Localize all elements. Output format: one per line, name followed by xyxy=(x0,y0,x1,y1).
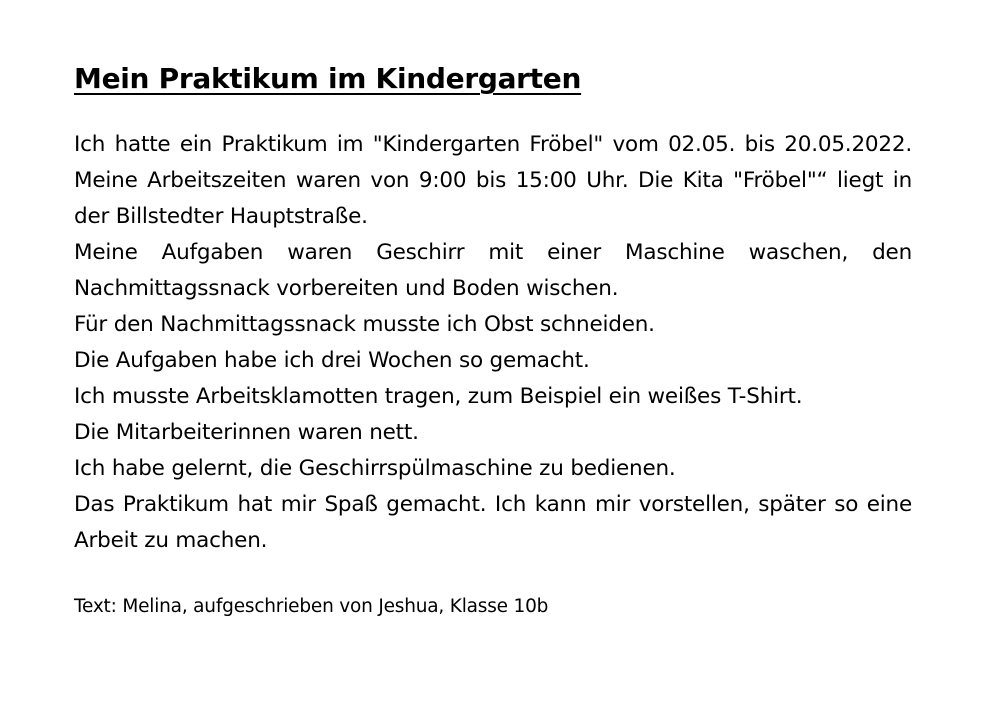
author-credit: Text: Melina, aufgeschrieben von Jeshua, Klasse 10b xyxy=(74,596,549,617)
paragraph-internship-details: Ich hatte ein Praktikum im "Kindergarten Fröbel" vom 02.05. bis 20.05.2022. Meine Arbeitszeiten waren von 9:00 bis 15:00 Uhr. Die Kita "Fröbel"“ liegt in der Billstedter Hauptstraße. xyxy=(74,132,912,229)
document-body xyxy=(74,127,912,559)
paragraph-clothing: Ich musste Arbeitsklamotten tragen, zum Beispiel ein weißes T-Shirt. xyxy=(74,384,803,409)
paragraph-snack: Für den Nachmittagssnack musste ich Obst schneiden. xyxy=(74,312,655,337)
paragraph-conclusion: Das Praktikum hat mir Spaß gemacht. Ich kann mir vorstellen, später so eine Arbeit zu machen. xyxy=(74,492,912,553)
paragraph-tasks: Meine Aufgaben waren Geschirr mit einer Maschine waschen, den Nachmittagssnack vorbereiten und Boden wischen. xyxy=(74,240,912,301)
paragraph-learned: Ich habe gelernt, die Geschirrspülmaschine zu bedienen. xyxy=(74,456,676,481)
paragraph-duration: Die Aufgaben habe ich drei Wochen so gemacht. xyxy=(74,348,590,373)
paragraph-colleagues: Die Mitarbeiterinnen waren nett. xyxy=(74,420,419,445)
document-title: Mein Praktikum im Kindergarten xyxy=(74,62,582,95)
